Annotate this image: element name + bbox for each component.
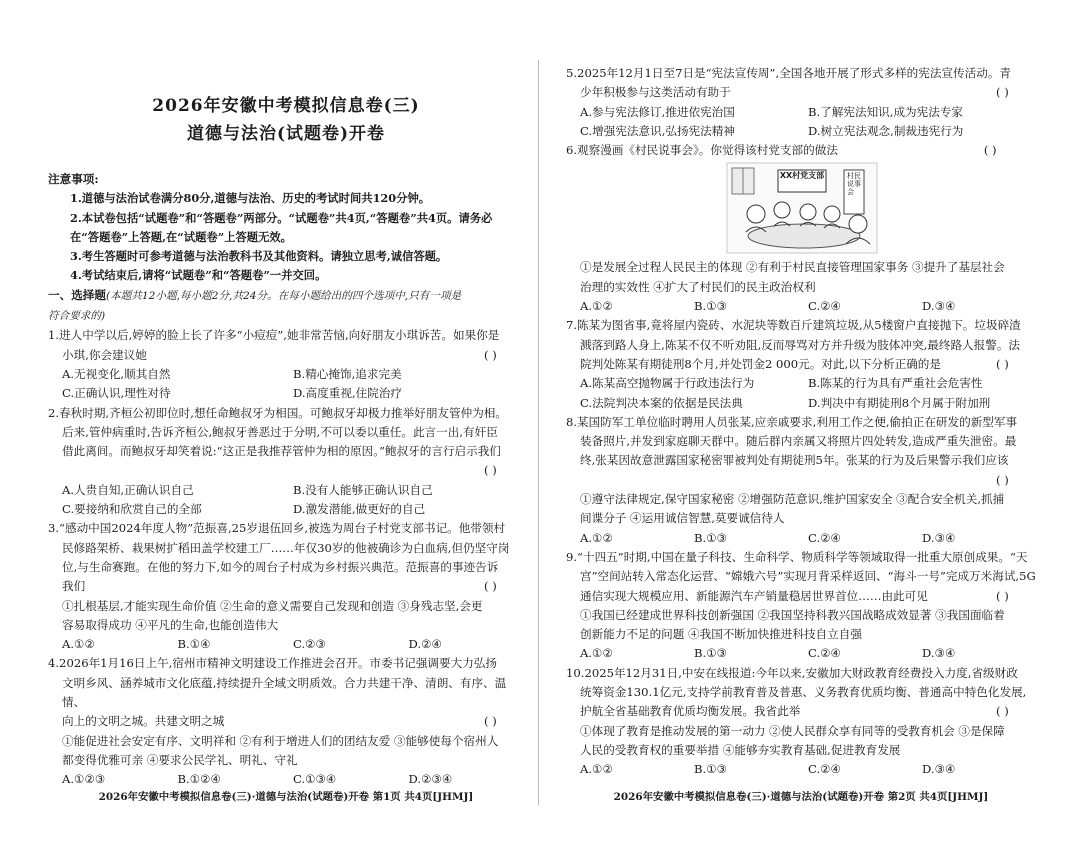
question-stem: 文明乡风、涵养城市文化底蕴,持续提升全域文明质效。合力共建干净、清朗、有序、温情、 xyxy=(62,675,507,710)
question-stem: 宫”空间站转入常态化运营、“嫦娥六号”实现月背采样返回、“海斗一号”完成万米海试,5G xyxy=(580,569,1036,584)
statement: ①我国已经建成世界科技创新强国 ②我国坚持科教兴国战略成效显著 ③我国面临着 xyxy=(580,607,1005,622)
notice-item: 2.本试卷包括“试题卷”和“答题卷”两部分。“试题卷”共4页,“答题卷”共4页。请务必 xyxy=(70,210,493,225)
option-c: C.正确认识,理性对待 xyxy=(62,386,171,401)
question-stem: 统筹资金130.1亿元,支持学前教育普及普惠、义务教育优质均衡、普通高中特色化发展, xyxy=(580,685,1027,700)
option-d: D.③④ xyxy=(922,646,956,661)
option-a: A.①②③ xyxy=(62,772,106,787)
option-c: C.②④ xyxy=(808,762,841,777)
question-9 xyxy=(566,548,1036,664)
statement: 治理的实效性 ④扩大了村民们的民主政治权利 xyxy=(580,279,816,294)
answer-paren: ( ) xyxy=(996,588,1009,603)
option-d: D.③④ xyxy=(922,762,956,777)
person xyxy=(774,202,790,218)
statement: ①遵守法律规定,保守国家秘密 ②增强防范意识,维护国家安全 ③配合安全机关,抓捕 xyxy=(580,492,1005,507)
option-d: D.激发潜能,做更好的自己 xyxy=(293,502,426,517)
answer-paren: ( ) xyxy=(484,463,497,478)
question-6 xyxy=(566,141,1036,316)
option-b: B.①③ xyxy=(694,762,727,777)
option-c: C.②④ xyxy=(808,530,841,545)
option-c: C.②④ xyxy=(808,646,841,661)
answer-line xyxy=(48,461,524,480)
question-stem-text: 通信实现大规模应用、新能源汽车产销量稳居世界首位……由此可见 xyxy=(580,588,928,603)
question-stem: 4.2026年1月16日上午,宿州市精神文明建设工作推进会召开。市委书记强调要大力弘扬 xyxy=(48,656,497,671)
option-d: D.③④ xyxy=(922,299,956,314)
option-b: B.①④ xyxy=(177,637,211,652)
meeting-table xyxy=(748,224,860,248)
option-d: D.判决中有期徒刑8个月属于附加刑 xyxy=(808,395,991,410)
notice-item: 在“答题卷”上答题,在“试题卷”上答题无效。 xyxy=(70,229,292,244)
option-b: B.了解宪法知识,成为宪法专家 xyxy=(808,104,964,119)
option-c: C.②③ xyxy=(293,637,326,652)
option-b: B.①③ xyxy=(694,530,727,545)
answer-line xyxy=(566,471,1036,490)
options xyxy=(566,644,1036,663)
option-d: D.②③④ xyxy=(408,772,453,787)
cartoon-banner-text: 村民说事会 xyxy=(847,172,861,197)
option-c: C.①③④ xyxy=(293,772,337,787)
answer-paren: ( ) xyxy=(983,143,997,158)
question-stem: 借此离间。而鲍叔牙却笑着说:“这正是我推荐管仲为相的原因。”鲍叔牙的言行启示我们 xyxy=(62,444,501,459)
option-c: C.要接纳和欣赏自己的全部 xyxy=(62,502,202,517)
answer-paren: ( ) xyxy=(996,472,1009,487)
statement: ①体现了教育是推动发展的第一动力 ②使人民群众享有同等的受教育机会 ③是保障 xyxy=(580,723,1005,738)
option-a: A.无视变化,顺其自然 xyxy=(62,366,171,381)
page-divider xyxy=(538,60,539,805)
options xyxy=(566,529,1036,548)
options xyxy=(566,374,1036,413)
section-note: (本题共12小题,每小题2分,共24分。在每小题给出的四个选项中,只有一项是 xyxy=(105,289,462,302)
option-a: A.①② xyxy=(580,530,613,545)
question-stem-text: 少年积极参与这类活动有助于 xyxy=(580,85,731,100)
question-stem: 终,张某因故意泄露国家秘密罪被判处有期徒刑5年。张某的行为及后果警示我们应该 xyxy=(580,453,1009,468)
options xyxy=(566,103,1036,142)
cartoon-village-meeting xyxy=(726,162,878,254)
section-title: 一、选择题 xyxy=(48,287,106,302)
question-stem: 10.2025年12月31日,中安在线报道:今年以来,安徽加大财政教育经费投入力度,省级财政 xyxy=(566,665,1018,680)
option-d: D.②④ xyxy=(408,637,442,652)
question-3 xyxy=(48,519,524,654)
option-b: B.①③ xyxy=(694,646,727,661)
answer-paren: ( ) xyxy=(996,704,1009,719)
answer-paren: ( ) xyxy=(996,356,1009,371)
page-footer: 2026年安徽中考模拟信息卷(三)·道德与法治(试题卷)开卷 第2页 共4页[JHMJ] xyxy=(613,790,989,803)
question-stem: 后来,管仲病重时,告诉齐桓公,鲍叔牙善恶过于分明,不可以委以重任。此言一出,有奸臣 xyxy=(62,424,498,439)
exam-title: 2026年安徽中考模拟信息卷(三) xyxy=(152,96,420,116)
cartoon-sign-text: XX村党支部 xyxy=(779,171,825,181)
question-stem: 装备照片,并发到家庭聊天群中。随后群内亲属又将照片四处转发,造成严重失泄密。最 xyxy=(580,434,1017,449)
question-stem: 8.某国防军工单位临时聘用人员张某,应亲戚要求,利用工作之便,偷拍正在研发的新型军事 xyxy=(566,414,1018,429)
question-stem-text: 向上的文明之城。共建文明之城 xyxy=(62,714,225,729)
question-4 xyxy=(48,654,524,789)
options xyxy=(48,481,524,520)
page-right xyxy=(566,0,1036,847)
question-1 xyxy=(48,326,524,403)
answer-paren: ( ) xyxy=(484,347,497,362)
person xyxy=(824,206,840,222)
question-stem: 民修路架桥、栽果树扩稻田盖学校建工厂……年仅30岁的他被确诊为白血病,但仍坚守岗 xyxy=(62,540,510,555)
question-2 xyxy=(48,404,524,520)
question-stem: 3.“感动中国2024年度人物”范振喜,25岁退伍回乡,被选为周台子村党支部书记。他带领村 xyxy=(48,521,506,536)
option-c: C.增强宪法意识,弘扬宪法精神 xyxy=(580,123,735,138)
options xyxy=(566,760,1036,779)
notice-heading: 注意事项: xyxy=(48,172,99,186)
options xyxy=(566,297,1036,316)
question-stem: 9.“十四五”时期,中国在量子科技、生命科学、物质科学等领域取得一批重大原创成果。“天 xyxy=(566,549,1028,564)
question-stem xyxy=(48,346,524,365)
question-stem xyxy=(566,141,1036,160)
section-heading xyxy=(48,286,524,306)
person xyxy=(747,205,765,223)
options xyxy=(48,770,524,789)
person xyxy=(800,204,816,220)
statement: ①扎根基层,才能实现生命价值 ②生命的意义需要自己发现和创造 ③身残志坚,会更 xyxy=(62,598,483,613)
question-stem: 溅落到路人身上,陈某不仅不听劝阻,反而辱骂对方并升级为肢体冲突,最终路人报警。法 xyxy=(580,337,1021,352)
question-stem-text: 我们 xyxy=(62,579,86,594)
question-stem xyxy=(48,712,524,731)
option-a: A.①② xyxy=(580,299,613,314)
question-stem-text: 护航全省基础教育优质均衡发展。我省此举 xyxy=(580,704,801,719)
statement: ①是发展全过程人民民主的体现 ②有利于村民直接管理国家事务 ③提升了基层社会 xyxy=(580,260,1005,275)
statement: 间谍分子 ④运用诚信智慧,莫要诚信待人 xyxy=(580,511,785,526)
option-b: B.陈某的行为具有严重社会危害性 xyxy=(808,376,983,391)
person xyxy=(849,215,867,233)
question-stem xyxy=(566,587,1036,606)
answer-paren: ( ) xyxy=(484,714,497,729)
question-stem: 7.陈某为图省事,竟将屋内瓷砖、水泥块等数百斤建筑垃圾,从5楼窗户直接抛下。垃圾碎渣 xyxy=(566,318,1021,333)
exam-subtitle: 道德与法治(试题卷)开卷 xyxy=(186,124,386,144)
option-c: C.②④ xyxy=(808,299,841,314)
option-d: D.高度重视,住院治疗 xyxy=(293,386,403,401)
option-b: B.精心掩饰,追求完美 xyxy=(293,366,402,381)
option-a: A.人贵自知,正确认识自己 xyxy=(62,482,194,497)
top-margin xyxy=(566,0,1036,64)
statement: 都变得优雅可亲 ④要求公民学礼、明礼、守礼 xyxy=(62,752,298,767)
statement: 人民的受教育权的重要举措 ④能够夯实教育基础,促进教育发展 xyxy=(580,742,901,757)
question-stem: 1.进人中学以后,婷婷的脸上长了许多“小痘痘”,她非常苦恼,向好朋友小琪诉苦。如果你是 xyxy=(48,328,500,343)
option-a: A.参与宪法修订,推进依宪治国 xyxy=(580,104,735,119)
section-heading-cont xyxy=(48,306,524,326)
options xyxy=(48,635,524,654)
option-d: D.树立宪法观念,制裁违宪行为 xyxy=(808,123,964,138)
notice-item: 3.考生答题时可参考道德与法治教科书及其他资料。请独立思考,诚信答题。 xyxy=(70,249,448,264)
notice-item: 4.考试结束后,请将“试题卷”和“答题卷”一并交回。 xyxy=(70,268,327,283)
answer-paren: ( ) xyxy=(996,85,1009,100)
question-8 xyxy=(566,413,1036,548)
statement: 容易取得成功 ④平凡的生命,也能创造伟大 xyxy=(62,617,279,632)
question-stem-text: 小琪,你会建议她 xyxy=(62,347,147,362)
option-b: B.①②④ xyxy=(177,772,221,787)
page-footer: 2026年安徽中考模拟信息卷(三)·道德与法治(试题卷)开卷 第1页 共4页[JHMJ] xyxy=(98,790,474,803)
question-5 xyxy=(566,64,1036,141)
question-stem xyxy=(566,702,1036,721)
option-a: A.①② xyxy=(580,762,613,777)
question-stem xyxy=(48,577,524,596)
question-stem-text: 院判处陈某有期徒刑8个月,并处罚金2 000元。对此,以下分析正确的是 xyxy=(580,356,941,371)
section-note-cont: 符合要求的) xyxy=(48,310,106,323)
question-stem: 位,与生命赛跑。在他的努力下,如今的周台子村成为乡村振兴典范。范振喜的事迹告诉 xyxy=(62,559,499,574)
option-a: A.陈某高空抛物属于行政违法行为 xyxy=(580,376,755,391)
statement: ①能促进社会安定有序、文明祥和 ②有利于增进人们的团结友爱 ③能够使每个宿州人 xyxy=(62,733,499,748)
option-b: B.没有人能够正确认识自己 xyxy=(293,482,433,497)
option-d: D.③④ xyxy=(922,530,956,545)
statement: 创新能力不足的问题 ④我国不断加快推进科技自立自强 xyxy=(580,627,862,642)
question-10 xyxy=(566,664,1036,780)
page-left xyxy=(48,0,524,847)
question-stem-text: 6.观察漫画《村民说事会》。你觉得该村党支部的做法 xyxy=(566,143,838,158)
option-c: C.法院判决本案的依据是民法典 xyxy=(580,395,743,410)
question-stem xyxy=(566,83,1036,102)
answer-paren: ( ) xyxy=(484,579,497,594)
question-7 xyxy=(566,316,1036,412)
option-a: A.①② xyxy=(580,646,613,661)
question-stem: 5.2025年12月1日至7日是“宪法宣传周”,全国各地开展了形式多样的宪法宣传活动。青 xyxy=(566,66,1012,80)
option-a: A.①② xyxy=(62,637,95,652)
notice-item: 1.道德与法治试卷满分80分,道德与法治、历史的考试时间共120分钟。 xyxy=(70,191,431,206)
question-stem xyxy=(566,355,1036,374)
options xyxy=(48,365,524,404)
question-stem: 2.春秋时期,齐桓公初即位时,想任命鲍叔牙为相国。可鲍叔牙却极力推举好朋友管仲为相。 xyxy=(48,405,507,420)
option-b: B.①③ xyxy=(694,299,727,314)
